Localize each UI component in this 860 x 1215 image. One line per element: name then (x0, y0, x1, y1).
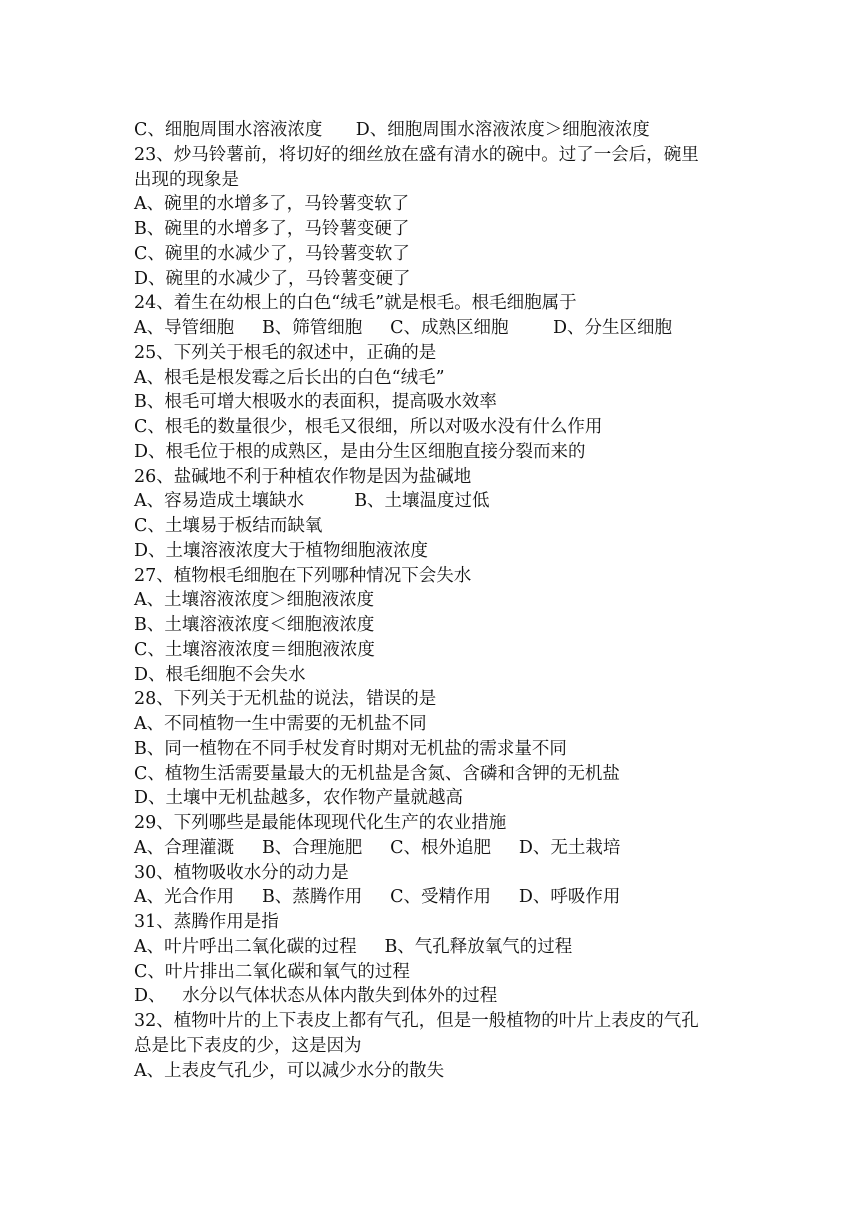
option-line: D、碗里的水减少了，马铃薯变硬了 (134, 268, 411, 289)
option-line: B、土壤溶液浓度＜细胞液浓度 (134, 615, 375, 635)
option-line: C、土壤溶液浓度＝细胞液浓度 (134, 639, 375, 660)
question-32-line-continued: 总是比下表皮的少，这是因为 (134, 1035, 362, 1056)
option-line: C、细胞周围水溶液浓度 D、细胞周围水溶液浓度＞细胞液浓度 (134, 120, 650, 140)
option-line: A、光合作用 B、蒸腾作用 C、受精作用 D、呼吸作用 (134, 887, 621, 908)
option-line: B、碗里的水增多了，马铃薯变硬了 (134, 219, 410, 239)
option-line: B、同一植物在不同手杖发育时期对无机盐的需求量不同 (134, 738, 567, 759)
option-line: D、根毛位于根的成熟区，是由分生区细胞直接分裂而来的 (134, 441, 586, 462)
option-line: A、导管细胞 B、筛管细胞 C、成熟区细胞 D、分生区细胞 (134, 318, 673, 338)
option-line: A、不同植物一生中需要的无机盐不同 (134, 714, 427, 734)
option-line: A、上表皮气孔少，可以减少水分的散失 (134, 1060, 445, 1081)
question-23-line-continued: 出现的现象是 (134, 169, 239, 190)
question-28-line: 28、下列关于无机盐的说法，错误的是 (134, 689, 437, 710)
option-line: C、碗里的水减少了，马铃薯变软了 (134, 243, 410, 264)
question-27-line: 27、植物根毛细胞在下列哪种情况下会失水 (134, 565, 472, 586)
question-32-line: 32、植物叶片的上下表皮上都有气孔，但是一般植物的叶片上表皮的气孔 (134, 1011, 699, 1031)
option-line: A、根毛是根发霉之后长出的白色“绒毛” (134, 367, 445, 388)
option-line: D、土壤溶液浓度大于植物细胞液浓度 (134, 540, 429, 561)
option-line: A、合理灌溉 B、合理施肥 C、根外追肥 D、无土栽培 (134, 837, 621, 858)
question-29-line: 29、下列哪些是最能体现现代化生产的农业措施 (134, 813, 507, 833)
option-line: D、 水分以气体状态从体内散失到体外的过程 (134, 986, 498, 1007)
document-body (134, 118, 784, 1083)
question-26-line: 26、盐碱地不利于种植农作物是因为盐碱地 (134, 466, 472, 487)
option-line: C、植物生活需要量最大的无机盐是含氮、含磷和含钾的无机盐 (134, 763, 620, 784)
question-31-line: 31、蒸腾作用是指 (134, 912, 279, 932)
option-line: A、叶片呼出二氧化碳的过程 B、气孔释放氧气的过程 (134, 936, 573, 957)
question-24-line: 24、着生在幼根上的白色“绒毛”就是根毛。根毛细胞属于 (134, 293, 577, 314)
question-23-line: 23、炒马铃薯前，将切好的细丝放在盛有清水的碗中。过了一会后，碗里 (134, 144, 699, 165)
question-30-line: 30、植物吸收水分的动力是 (134, 862, 349, 883)
option-line: C、土壤易于板结而缺氧 (134, 516, 323, 536)
question-25-line: 25、下列关于根毛的叙述中，正确的是 (134, 342, 437, 363)
option-line: D、土壤中无机盐越多，农作物产量就越高 (134, 788, 464, 809)
option-line: A、土壤溶液浓度＞细胞液浓度 (134, 590, 375, 611)
option-line: C、叶片排出二氧化碳和氧气的过程 (134, 961, 410, 982)
option-line: A、碗里的水增多了，马铃薯变软了 (134, 194, 410, 215)
option-line: A、容易造成土壤缺水 B、土壤温度过低 (134, 491, 490, 512)
option-line: C、根毛的数量很少，根毛又很细，所以对吸水没有什么作用 (134, 417, 603, 437)
option-line: B、根毛可增大根吸水的表面积，提高吸水效率 (134, 392, 497, 413)
option-line: D、根毛细胞不会失水 (134, 664, 306, 685)
